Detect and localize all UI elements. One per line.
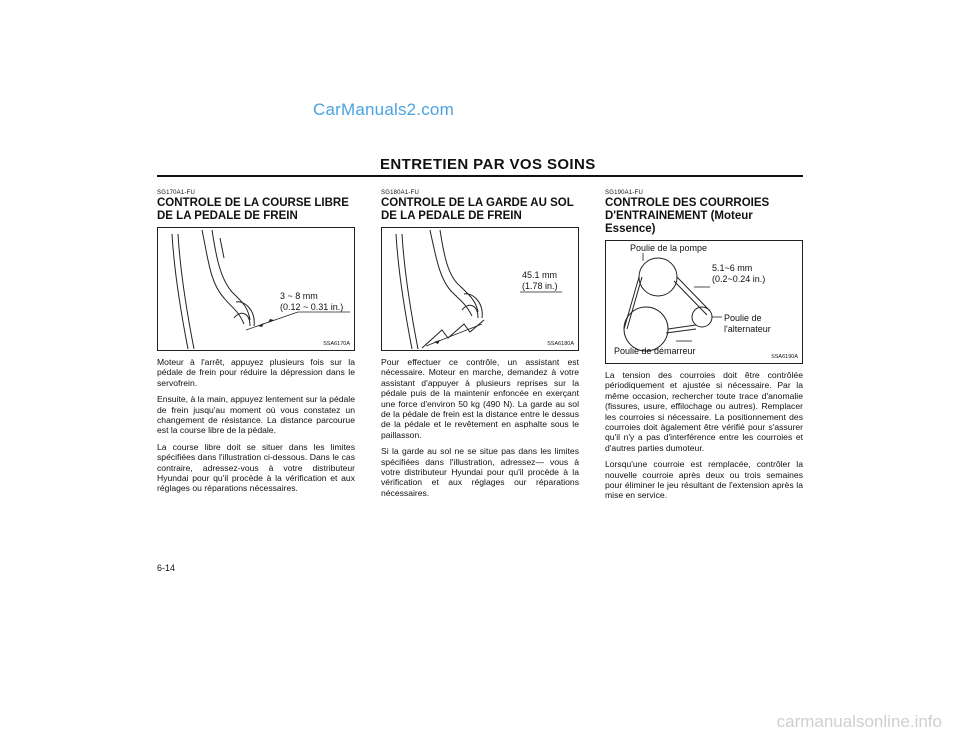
page-title: ENTRETIEN PAR VOS SOINS: [380, 156, 596, 173]
section-drive-belts: [605, 190, 803, 501]
paragraph: Ensuite, à la main, appuyez lentement sur la pédale de frein jusqu'au moment où vous constatez un changement de résistance. La distance parcourue est la course libre de la pédale.: [157, 394, 355, 436]
figure-brake-clearance: [381, 227, 579, 351]
paragraph: Moteur à l'arrêt, appuyez plusieurs fois sur la pédale de frein pour réduire la dépression dans le servofrein.: [157, 357, 355, 388]
free-play-label-mm: 3 ~ 8 mm: [280, 291, 318, 301]
belt-tension-label-in: (0.2~0.24 in.): [712, 274, 766, 284]
paragraph: Lorsqu'une courroie est remplacée, contrôler la nouvelle courroie après deux ou trois semaines pour éliminer le jeu résultant de l'extension après la mise en service.: [605, 459, 803, 501]
clearance-label-in: (1.78 in.): [522, 281, 558, 291]
section-brake-free-play: [157, 190, 355, 494]
header-divider: [157, 175, 803, 177]
watermark-top: CarManuals2.com: [313, 100, 454, 119]
section-heading: CONTROLE DE LA COURSE LIBRE DE LA PEDALE DE FREIN: [157, 197, 349, 222]
figure-code: SSA6190A: [771, 354, 798, 360]
page-number: 6-14: [157, 563, 176, 573]
brake-pedal-illustration: [158, 228, 354, 350]
section-heading: CONTROLE DES COURROIES D'ENTRAINEMENT (Moteur Essence): [605, 197, 770, 235]
section-code: SG180A1-FU: [381, 190, 420, 196]
section-code: SG170A1-FU: [157, 190, 196, 196]
paragraph: La course libre doit se situer dans les limites spécifiées dans l'illustration ci-dessous. Dans le cas contraire, adressez-vous à votre distributeur Hyundai pour qu'il procède à la vérification et aux réglages ou réparations nécessaires.: [157, 441, 355, 494]
figure-code: SSA6180A: [547, 341, 574, 347]
free-play-label-in: (0.12 ~ 0.31 in.): [280, 302, 344, 312]
alternator-pulley-label-2: l'alternateur: [724, 324, 771, 334]
figure-drive-belts: [605, 240, 803, 364]
starter-pulley-label: Poulie de démarreur: [614, 346, 696, 356]
clearance-label-mm: 45.1 mm: [522, 270, 558, 280]
belt-pulley-illustration: [606, 241, 802, 363]
figure-code: SSA6170A: [323, 341, 350, 347]
paragraph: Si la garde au sol ne se situe pas dans les limites spécifiées dans l'illustration, adressez— vous à votre distributeur Hyundai pour qu'il procède à la vérification et aux réglages our réparations nécessaires.: [381, 446, 579, 498]
section-code: SG190A1-FU: [605, 190, 644, 196]
paragraph: La tension des courroies doit être contrôlée périodiquement et ajustée si nécessaire. Par la même occasion, rechercher toute trace d'anomalie (fissures, usure, effilochage ou autres). Remplacer les courroies si nécessaire. La positionnement des courroies doit àgalement être vérifié pour s'assurer qu'il n'y a pas d'interférence entre les courroies et d'autres parties dumoteur.: [605, 370, 803, 453]
pump-pulley-label: Poulie de la pompe: [630, 243, 708, 253]
figure-brake-free-play: [157, 227, 355, 351]
section-brake-clearance: [381, 190, 579, 498]
paragraph: Pour effectuer ce contrôle, un assistant est nécessaire. Moteur en marche, demandez à votre assistant d'appuyer à plusieurs reprises sur la pédale puis de la maintenir enfoncée en exerçant une force d'environ 50 kg (490 N). La garde au sol de la pédale de frein est la distance entre le dessus de la pédale et le revêtement en asphalte sous le paillasson.: [381, 357, 579, 440]
section-heading: CONTROLE DE LA GARDE AU SOL DE LA PEDALE DE FREIN: [381, 197, 574, 222]
alternator-pulley-label-1: Poulie de: [724, 313, 762, 323]
belt-tension-label-mm: 5.1~6 mm: [712, 263, 753, 273]
watermark-bottom: carmanualsonline.info: [776, 712, 942, 731]
